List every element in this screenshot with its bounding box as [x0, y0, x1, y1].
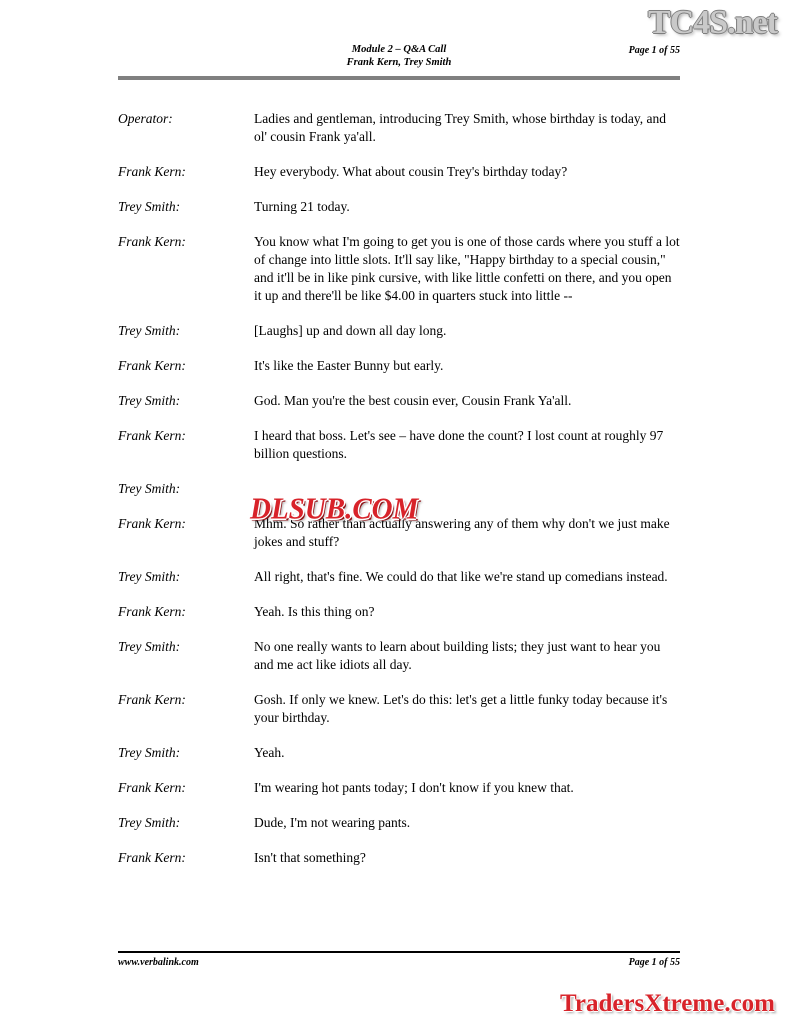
- speaker-label: Frank Kern:: [118, 516, 186, 531]
- speaker-label: Trey Smith:: [118, 323, 181, 338]
- speaker-label: Trey Smith:: [118, 481, 181, 496]
- watermark-tradersxtreme: TradersXtreme.com: [560, 990, 775, 1017]
- speaker-text: Dude, I'm not wearing pants.: [254, 815, 411, 830]
- speaker-text: Hey everybody. What about cousin Trey's birthday today?: [254, 164, 568, 179]
- speaker-text: Turning 21 today.: [254, 199, 350, 214]
- speaker-label: Trey Smith:: [118, 393, 181, 408]
- speaker-text: Gosh. If only we knew. Let's do this: let's get a little funky today because it's your birthday.: [254, 692, 668, 725]
- speaker-label: Frank Kern:: [118, 358, 186, 373]
- speaker-label: Operator:: [118, 111, 173, 126]
- transcript-row: [118, 357, 680, 375]
- speaker-text: All right, that's fine. We could do that like we're stand up comedians instead.: [254, 569, 668, 584]
- speaker-label: Trey Smith:: [118, 199, 181, 214]
- speaker-text: You know what I'm going to get you is one of those cards where you stuff a lot of change into little slots. It'll say like, "Happy birthday to a special cousin," and it'll be in like pink cursive, with like little confetti on there, and you open it up and there'll be like $4.00 in quarters stuck into little --: [254, 234, 680, 303]
- speaker-text: Mhm. So rather than actually answering any of them why don't we just make jokes and stuff?: [254, 516, 670, 549]
- transcript-row: [118, 691, 680, 727]
- speaker-label: Frank Kern:: [118, 428, 186, 443]
- footer-page-number: Page 1 of 55: [628, 957, 680, 968]
- speaker-text: Yeah.: [254, 745, 285, 760]
- transcript-row: [118, 638, 680, 674]
- transcript-row: [118, 603, 680, 621]
- footer-divider: [118, 951, 680, 953]
- speaker-label: Frank Kern:: [118, 780, 186, 795]
- transcript-row: [118, 392, 680, 410]
- header-title-line2: Frank Kern, Trey Smith: [346, 56, 452, 68]
- page-footer: [118, 957, 680, 968]
- transcript-row: [118, 568, 680, 586]
- header-page-number: Page 1 of 55: [628, 45, 680, 56]
- watermark-tc4s: TC4S.net: [648, 4, 777, 41]
- page-header: [118, 44, 680, 78]
- speaker-text: I heard that boss. Let's see – have done the count? I lost count at roughly 97 billion questions.: [254, 428, 664, 461]
- transcript-row: [118, 427, 680, 463]
- header-divider: [118, 76, 680, 80]
- speaker-label: Frank Kern:: [118, 164, 186, 179]
- transcript-row: [118, 744, 680, 762]
- transcript-row: [118, 779, 680, 797]
- watermark-dlsub: DLSUB.COM: [250, 492, 419, 526]
- transcript-row: [118, 163, 680, 181]
- speaker-text: No one really wants to learn about building lists; they just want to hear you and me act like idiots all day.: [254, 639, 661, 672]
- transcript-row: [118, 110, 680, 146]
- speaker-label: Trey Smith:: [118, 569, 181, 584]
- speaker-label: Trey Smith:: [118, 745, 181, 760]
- speaker-label: Frank Kern:: [118, 850, 186, 865]
- speaker-text: God. Man you're the best cousin ever, Cousin Frank Ya'all.: [254, 393, 572, 408]
- header-title-line1: Module 2 – Q&A Call: [351, 44, 447, 55]
- footer-website: www.verbalink.com: [118, 957, 199, 968]
- speaker-label: Frank Kern:: [118, 604, 186, 619]
- speaker-label: Frank Kern:: [118, 234, 186, 249]
- speaker-label: Trey Smith:: [118, 815, 181, 830]
- speaker-text: I'm wearing hot pants today; I don't know if you knew that.: [254, 780, 574, 795]
- speaker-label: Trey Smith:: [118, 639, 181, 654]
- speaker-text: It's like the Easter Bunny but early.: [254, 358, 444, 373]
- transcript-row: [118, 198, 680, 216]
- transcript-row: [118, 849, 680, 867]
- speaker-text: [Laughs] up and down all day long.: [254, 323, 447, 338]
- transcript-row: [118, 814, 680, 832]
- header-title: [118, 44, 680, 69]
- transcript-row: [118, 233, 680, 305]
- speaker-text: Yeah. Is this thing on?: [254, 604, 375, 619]
- speaker-label: Frank Kern:: [118, 692, 186, 707]
- transcript-row: [118, 322, 680, 340]
- speaker-text: Ladies and gentleman, introducing Trey Smith, whose birthday is today, and ol' cousin Frank ya'all.: [254, 111, 666, 144]
- speaker-text: Isn't that something?: [254, 850, 366, 865]
